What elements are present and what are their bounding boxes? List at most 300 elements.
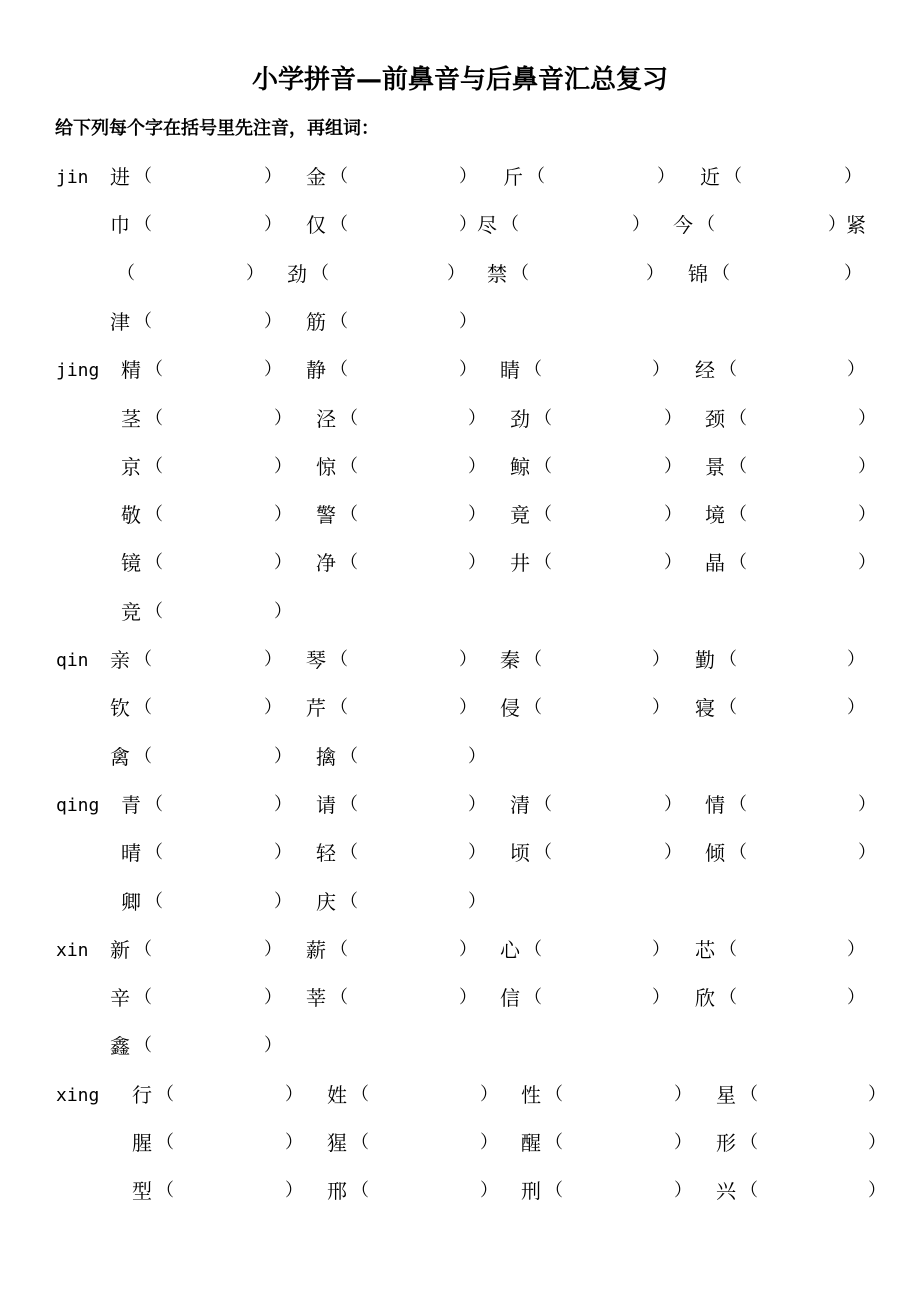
answer-blank[interactable] <box>762 1130 866 1156</box>
close-paren: ） <box>468 890 486 912</box>
close-paren: ） <box>847 359 865 381</box>
practice-character: 竟 <box>510 503 530 528</box>
answer-blank[interactable] <box>741 357 845 383</box>
close-paren: ） <box>480 1083 498 1105</box>
practice-character: 新 <box>110 937 130 962</box>
open-paren: （ <box>697 214 715 236</box>
practice-character: 庆 <box>316 889 336 914</box>
open-paren: （ <box>534 842 552 864</box>
open-paren: （ <box>134 166 152 187</box>
open-paren: （ <box>134 649 152 670</box>
close-paren: ） <box>868 1132 886 1153</box>
open-paren: （ <box>340 793 358 815</box>
answer-blank[interactable] <box>167 454 272 480</box>
answer-blank[interactable] <box>556 406 662 432</box>
answer-blank[interactable] <box>178 1178 283 1204</box>
practice-character: 境 <box>705 503 725 528</box>
close-paren: ） <box>828 214 846 236</box>
answer-blank[interactable] <box>751 502 856 528</box>
practice-character: 顷 <box>510 841 530 866</box>
answer-blank[interactable] <box>362 792 466 818</box>
practice-character: 卿 <box>121 889 141 914</box>
answer-blank[interactable] <box>156 985 262 1011</box>
close-paren: ） <box>847 697 865 719</box>
practice-character: 尽 <box>477 213 497 238</box>
open-paren: （ <box>524 697 542 719</box>
close-paren: ） <box>274 842 292 864</box>
open-paren: （ <box>145 504 163 526</box>
open-paren: （ <box>534 504 552 526</box>
answer-blank[interactable] <box>156 212 262 238</box>
practice-character: 禽 <box>110 744 130 769</box>
close-paren: ） <box>285 1083 303 1105</box>
practice-character: 静 <box>306 358 326 383</box>
open-paren: （ <box>719 697 737 719</box>
practice-character: 亲 <box>110 648 130 672</box>
open-paren: （ <box>524 649 542 670</box>
close-paren: ） <box>264 987 282 1009</box>
answer-blank[interactable] <box>362 744 466 770</box>
answer-blank[interactable] <box>167 889 272 915</box>
open-paren: （ <box>134 1035 152 1057</box>
close-paren: ） <box>657 166 675 187</box>
practice-character: 仅 <box>306 213 326 238</box>
page-title: 小学拼音—前鼻音与后鼻音汇总复习 <box>251 65 668 95</box>
close-paren: ） <box>868 1083 886 1105</box>
open-paren: （ <box>330 359 348 381</box>
practice-character: 茎 <box>121 406 141 431</box>
open-paren: （ <box>340 745 358 767</box>
close-paren: ） <box>847 938 865 960</box>
practice-character: 锦 <box>688 261 708 286</box>
answer-blank[interactable] <box>167 357 262 383</box>
close-paren: ） <box>274 407 292 429</box>
answer-blank[interactable] <box>178 1130 283 1156</box>
open-paren: （ <box>330 166 348 187</box>
open-paren: （ <box>524 359 542 381</box>
pinyin-label: jin <box>56 167 89 188</box>
open-paren: （ <box>729 793 747 815</box>
answer-blank[interactable] <box>762 1178 866 1204</box>
open-paren: （ <box>712 262 730 284</box>
practice-character: 信 <box>500 986 520 1011</box>
close-paren: ） <box>468 745 486 767</box>
close-paren: ） <box>264 938 282 960</box>
open-paren: （ <box>330 649 348 670</box>
answer-blank[interactable] <box>546 937 650 963</box>
open-paren: （ <box>729 504 747 526</box>
close-paren: ） <box>858 504 876 526</box>
answer-blank[interactable] <box>178 1082 283 1108</box>
answer-blank[interactable] <box>556 792 662 818</box>
practice-character: 腥 <box>132 1131 152 1155</box>
answer-blank[interactable] <box>362 406 466 432</box>
answer-blank[interactable] <box>362 889 466 915</box>
answer-blank[interactable] <box>734 261 842 287</box>
open-paren: （ <box>534 455 552 477</box>
answer-blank[interactable] <box>156 647 262 673</box>
pinyin-label: qing <box>56 794 100 816</box>
pinyin-label: jing <box>56 360 100 382</box>
open-paren: （ <box>719 987 737 1009</box>
close-paren: ） <box>447 262 465 284</box>
open-paren: （ <box>340 455 358 477</box>
practice-character: 钦 <box>110 696 130 721</box>
answer-blank[interactable] <box>549 164 655 190</box>
close-paren: ） <box>264 649 282 670</box>
instruction-text: 给下列每个字在括号里先注音，再组词： <box>55 118 379 139</box>
open-paren: （ <box>330 987 348 1009</box>
open-paren: （ <box>351 1180 369 1202</box>
practice-character: 琴 <box>306 648 326 672</box>
answer-blank[interactable] <box>373 1130 478 1156</box>
practice-character: 精 <box>121 358 141 383</box>
practice-character: 刑 <box>521 1179 541 1204</box>
close-paren: ） <box>664 455 682 477</box>
answer-blank[interactable] <box>362 454 466 480</box>
close-paren: ） <box>847 649 865 670</box>
practice-character: 侵 <box>500 696 520 721</box>
close-paren: ） <box>459 310 477 332</box>
answer-blank[interactable] <box>719 212 826 238</box>
pinyin-label: xing <box>56 1084 100 1106</box>
answer-blank[interactable] <box>741 695 845 721</box>
close-paren: ） <box>674 1083 692 1105</box>
close-paren: ） <box>274 552 292 574</box>
close-paren: ） <box>664 793 682 815</box>
open-paren: （ <box>134 745 152 767</box>
answer-blank[interactable] <box>139 261 244 287</box>
open-paren: （ <box>534 407 552 429</box>
close-paren: ） <box>274 890 292 912</box>
answer-blank[interactable] <box>546 985 650 1011</box>
answer-blank[interactable] <box>567 1082 672 1108</box>
answer-blank[interactable] <box>746 164 842 190</box>
answer-blank[interactable] <box>156 695 262 721</box>
practice-character: 秦 <box>500 648 520 672</box>
open-paren: （ <box>117 262 135 284</box>
practice-character: 井 <box>510 551 530 576</box>
open-paren: （ <box>351 1083 369 1105</box>
practice-character: 勤 <box>695 648 715 672</box>
open-paren: （ <box>330 938 348 960</box>
practice-character: 劲 <box>510 406 530 431</box>
answer-blank[interactable] <box>156 744 272 770</box>
practice-character: 晶 <box>705 551 725 576</box>
answer-blank[interactable] <box>352 212 457 238</box>
close-paren: ） <box>480 1132 498 1153</box>
practice-character: 型 <box>132 1179 152 1204</box>
open-paren: （ <box>545 1083 563 1105</box>
open-paren: （ <box>330 214 348 236</box>
practice-character: 寝 <box>695 696 715 721</box>
open-paren: （ <box>511 262 529 284</box>
practice-character: 鲸 <box>510 454 530 479</box>
answer-blank[interactable] <box>751 406 856 432</box>
answer-blank[interactable] <box>751 792 856 818</box>
practice-character: 泾 <box>316 406 336 431</box>
open-paren: （ <box>740 1132 758 1153</box>
answer-blank[interactable] <box>167 840 272 866</box>
answer-blank[interactable] <box>556 840 662 866</box>
open-paren: （ <box>729 552 747 574</box>
answer-blank[interactable] <box>556 550 662 576</box>
answer-blank[interactable] <box>352 695 457 721</box>
close-paren: ） <box>652 697 670 719</box>
close-paren: ） <box>468 455 486 477</box>
close-paren: ） <box>274 600 292 622</box>
practice-character: 星 <box>716 1082 736 1107</box>
close-paren: ） <box>274 793 292 815</box>
close-paren: ） <box>246 262 264 284</box>
close-paren: ） <box>468 842 486 864</box>
open-paren: （ <box>340 552 358 574</box>
close-paren: ） <box>459 697 477 719</box>
open-paren: （ <box>156 1180 174 1202</box>
open-paren: （ <box>729 842 747 864</box>
answer-blank[interactable] <box>533 261 644 287</box>
practice-character: 景 <box>705 454 725 479</box>
close-paren: ） <box>468 504 486 526</box>
answer-blank[interactable] <box>567 1178 672 1204</box>
answer-blank[interactable] <box>156 937 262 963</box>
close-paren: ） <box>459 987 477 1009</box>
open-paren: （ <box>134 310 152 332</box>
practice-character: 心 <box>500 937 520 962</box>
practice-character: 净 <box>316 551 336 576</box>
practice-character: 欣 <box>695 986 715 1011</box>
close-paren: ） <box>459 214 477 236</box>
practice-character: 擒 <box>316 744 336 769</box>
answer-blank[interactable] <box>362 840 466 866</box>
open-paren: （ <box>145 552 163 574</box>
open-paren: （ <box>145 455 163 477</box>
practice-character: 猩 <box>327 1131 347 1155</box>
answer-blank[interactable] <box>352 647 457 673</box>
close-paren: ） <box>264 697 282 719</box>
answer-blank[interactable] <box>546 357 650 383</box>
close-paren: ） <box>868 1180 886 1202</box>
close-paren: ） <box>646 262 664 284</box>
close-paren: ） <box>844 262 862 284</box>
open-paren: （ <box>545 1180 563 1202</box>
answer-blank[interactable] <box>556 502 662 528</box>
open-paren: （ <box>729 407 747 429</box>
open-paren: （ <box>340 407 358 429</box>
practice-character: 进 <box>110 165 130 189</box>
practice-character: 警 <box>316 503 336 528</box>
answer-blank[interactable] <box>523 212 630 238</box>
open-paren: （ <box>134 987 152 1009</box>
practice-character: 性 <box>521 1082 541 1107</box>
open-paren: （ <box>156 1083 174 1105</box>
answer-blank[interactable] <box>556 454 662 480</box>
pinyin-label: qin <box>56 650 89 671</box>
practice-character: 清 <box>510 792 530 817</box>
open-paren: （ <box>145 359 163 381</box>
open-paren: （ <box>134 214 152 236</box>
answer-blank[interactable] <box>751 454 856 480</box>
close-paren: ） <box>858 552 876 574</box>
practice-character: 镜 <box>121 551 141 576</box>
practice-character: 邢 <box>327 1179 347 1204</box>
open-paren: （ <box>330 310 348 332</box>
practice-character: 禁 <box>487 261 507 286</box>
close-paren: ） <box>468 552 486 574</box>
answer-blank[interactable] <box>741 937 845 963</box>
close-paren: ） <box>858 407 876 429</box>
answer-blank[interactable] <box>167 792 272 818</box>
practice-character: 斤 <box>503 165 523 189</box>
answer-blank[interactable] <box>352 937 457 963</box>
close-paren: ） <box>285 1132 303 1153</box>
answer-blank[interactable] <box>751 840 856 866</box>
close-paren: ） <box>847 987 865 1009</box>
open-paren: （ <box>145 842 163 864</box>
practice-character: 醒 <box>521 1131 541 1155</box>
answer-blank[interactable] <box>167 406 272 432</box>
practice-character: 竞 <box>121 599 141 624</box>
open-paren: （ <box>719 938 737 960</box>
open-paren: （ <box>351 1132 369 1153</box>
close-paren: ） <box>858 793 876 815</box>
close-paren: ） <box>274 745 292 767</box>
practice-character: 情 <box>705 792 725 817</box>
answer-blank[interactable] <box>741 647 845 673</box>
answer-blank[interactable] <box>373 1082 478 1108</box>
open-paren: （ <box>740 1083 758 1105</box>
practice-character: 睛 <box>500 358 520 383</box>
open-paren: （ <box>524 987 542 1009</box>
open-paren: （ <box>311 262 329 284</box>
answer-blank[interactable] <box>167 599 272 625</box>
practice-character: 薪 <box>306 937 326 962</box>
close-paren: ） <box>652 649 670 670</box>
answer-blank[interactable] <box>546 695 650 721</box>
answer-blank[interactable] <box>362 502 466 528</box>
open-paren: （ <box>134 697 152 719</box>
practice-character: 兴 <box>716 1179 736 1204</box>
open-paren: （ <box>340 842 358 864</box>
open-paren: （ <box>145 407 163 429</box>
practice-character: 倾 <box>705 841 725 866</box>
practice-character: 轻 <box>316 841 336 866</box>
answer-blank[interactable] <box>167 550 272 576</box>
open-paren: （ <box>740 1180 758 1202</box>
practice-character: 晴 <box>121 841 141 866</box>
answer-blank[interactable] <box>352 357 457 383</box>
practice-character: 巾 <box>110 213 130 238</box>
close-paren: ） <box>664 407 682 429</box>
close-paren: ） <box>664 842 682 864</box>
answer-blank[interactable] <box>156 309 262 335</box>
answer-blank[interactable] <box>352 309 457 335</box>
close-paren: ） <box>264 1035 282 1057</box>
practice-character: 芯 <box>695 937 715 962</box>
practice-character: 青 <box>121 792 141 817</box>
practice-character: 行 <box>132 1082 152 1107</box>
practice-character: 鑫 <box>110 1034 130 1059</box>
close-paren: ） <box>664 504 682 526</box>
open-paren: （ <box>724 166 742 187</box>
close-paren: ） <box>274 504 292 526</box>
practice-character: 金 <box>306 165 326 189</box>
practice-character: 经 <box>695 358 715 383</box>
close-paren: ） <box>674 1180 692 1202</box>
practice-character: 津 <box>110 309 130 334</box>
answer-blank[interactable] <box>352 985 457 1011</box>
practice-character: 今 <box>673 213 693 238</box>
practice-character: 惊 <box>316 454 336 479</box>
practice-character: 劲 <box>287 261 307 286</box>
open-paren: （ <box>719 359 737 381</box>
close-paren: ） <box>459 359 477 381</box>
practice-character: 莘 <box>306 986 326 1011</box>
open-paren: （ <box>719 649 737 670</box>
pinyin-label: xin <box>56 939 89 961</box>
practice-character: 筋 <box>306 309 326 334</box>
answer-blank[interactable] <box>167 502 272 528</box>
close-paren: ） <box>674 1132 692 1153</box>
practice-character: 形 <box>716 1131 736 1155</box>
practice-character: 辛 <box>110 986 130 1011</box>
practice-character: 紧 <box>846 213 866 238</box>
open-paren: （ <box>729 455 747 477</box>
answer-blank[interactable] <box>333 261 445 287</box>
practice-character: 姓 <box>327 1082 347 1107</box>
close-paren: ） <box>468 407 486 429</box>
open-paren: （ <box>524 938 542 960</box>
answer-blank[interactable] <box>156 164 262 190</box>
answer-blank[interactable] <box>352 164 457 190</box>
open-paren: （ <box>534 552 552 574</box>
close-paren: ） <box>274 455 292 477</box>
close-paren: ） <box>264 214 282 236</box>
open-paren: （ <box>145 600 163 622</box>
answer-blank[interactable] <box>546 647 650 673</box>
answer-blank[interactable] <box>741 985 845 1011</box>
answer-blank[interactable] <box>156 1033 262 1059</box>
close-paren: ） <box>285 1180 303 1202</box>
open-paren: （ <box>134 938 152 960</box>
close-paren: ） <box>652 987 670 1009</box>
open-paren: （ <box>156 1132 174 1153</box>
open-paren: （ <box>501 214 519 236</box>
answer-blank[interactable] <box>751 550 856 576</box>
close-paren: ） <box>264 166 282 187</box>
close-paren: ） <box>632 214 650 236</box>
answer-blank[interactable] <box>362 550 466 576</box>
answer-blank[interactable] <box>567 1130 672 1156</box>
answer-blank[interactable] <box>373 1178 478 1204</box>
open-paren: （ <box>340 890 358 912</box>
practice-character: 颈 <box>705 406 725 431</box>
close-paren: ） <box>459 166 477 187</box>
close-paren: ） <box>459 649 477 670</box>
open-paren: （ <box>527 166 545 187</box>
open-paren: （ <box>545 1132 563 1153</box>
practice-character: 近 <box>700 165 720 189</box>
close-paren: ） <box>858 455 876 477</box>
close-paren: ） <box>858 842 876 864</box>
practice-character: 芹 <box>306 696 326 721</box>
open-paren: （ <box>145 793 163 815</box>
close-paren: ） <box>652 359 670 381</box>
practice-character: 京 <box>121 454 141 479</box>
close-paren: ） <box>468 793 486 815</box>
close-paren: ） <box>264 310 282 332</box>
answer-blank[interactable] <box>762 1082 866 1108</box>
